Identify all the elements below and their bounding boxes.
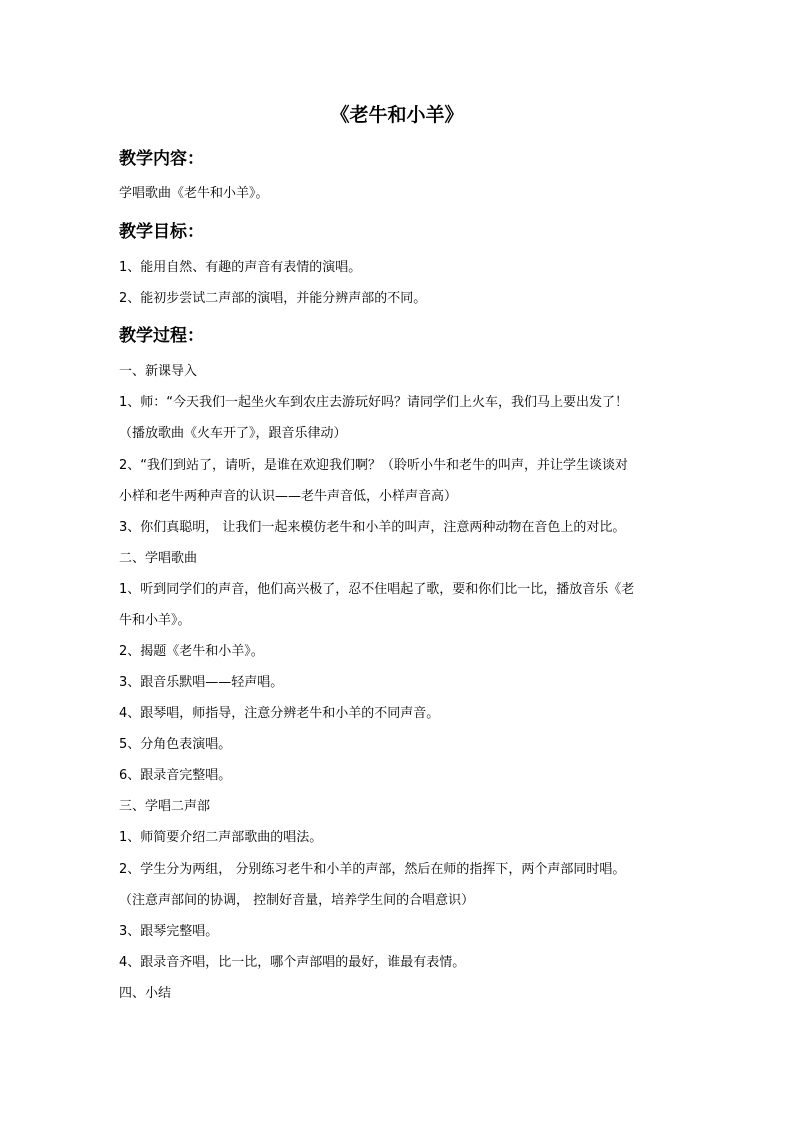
process-line: （播放歌曲《火车开了》，跟音乐律动） bbox=[119, 426, 347, 441]
process-subheading: 二、学唱歌曲 bbox=[119, 551, 198, 566]
process-line: 1、师简要介绍二声部歌曲的唱法。 bbox=[119, 830, 323, 845]
process-line: 6、跟录音完整唱。 bbox=[119, 768, 232, 783]
section-heading-goals: 教学目标： bbox=[119, 222, 204, 242]
section-heading-process: 教学过程： bbox=[119, 326, 204, 346]
process-line: 小样和老牛两种声音的认识——老牛声音低，小样声音高） bbox=[119, 489, 458, 504]
goal-line: 1、能用自然、有趣的声音有表情的演唱。 bbox=[119, 260, 362, 275]
process-line: 3、你们真聪明， 让我们一起来模仿老牛和小羊的叫声，注意两种动物在音色上的对比。 bbox=[119, 520, 626, 535]
process-line: 牛和小羊》。 bbox=[119, 613, 191, 628]
process-line: 2、揭题《老牛和小羊》。 bbox=[119, 644, 264, 659]
process-line: （注意声部间的协调， 控制好音量，培养学生间的合唱意识） bbox=[119, 893, 475, 908]
content-line: 学唱歌曲《老牛和小羊》。 bbox=[119, 186, 269, 201]
process-line: 2、“我们到站了，请听，是谁在欢迎我们啊？（聆听小牛和老牛的叫声，并让学生谈谈对 bbox=[119, 458, 629, 473]
process-line: 4、跟录音齐唱，比一比，哪个声部唱的最好，谁最有表情。 bbox=[119, 955, 466, 970]
process-line: 1、师：“今天我们一起坐火车到农庄去游玩好吗？请同学们上火车，我们马上要出发了！ bbox=[119, 395, 629, 410]
goal-line: 2、能初步尝试二声部的演唱，并能分辨声部的不同。 bbox=[119, 291, 427, 306]
process-subheading: 一、新课导入 bbox=[119, 364, 198, 379]
process-subheading: 三、学唱二声部 bbox=[119, 799, 211, 814]
process-line: 5、分角色表演唱。 bbox=[119, 737, 232, 752]
process-line: 3、跟音乐默唱——轻声唱。 bbox=[119, 675, 284, 690]
process-line: 3、跟琴完整唱。 bbox=[119, 924, 219, 939]
process-subheading: 四、小结 bbox=[119, 986, 172, 1001]
section-heading-content: 教学内容： bbox=[119, 149, 204, 169]
process-line: 4、跟琴唱，师指导，注意分辨老牛和小羊的不同声音。 bbox=[119, 706, 440, 721]
process-line: 2、学生分为两组， 分别练习老牛和小羊的声部，然后在师的指挥下，两个声部同时唱。 bbox=[119, 862, 626, 877]
document-title: 《老牛和小羊》 bbox=[330, 104, 464, 126]
process-line: 1、听到同学们的声音，他们高兴极了，忍不住唱起了歌，要和你们比一比，播放音乐《老 bbox=[119, 582, 635, 597]
